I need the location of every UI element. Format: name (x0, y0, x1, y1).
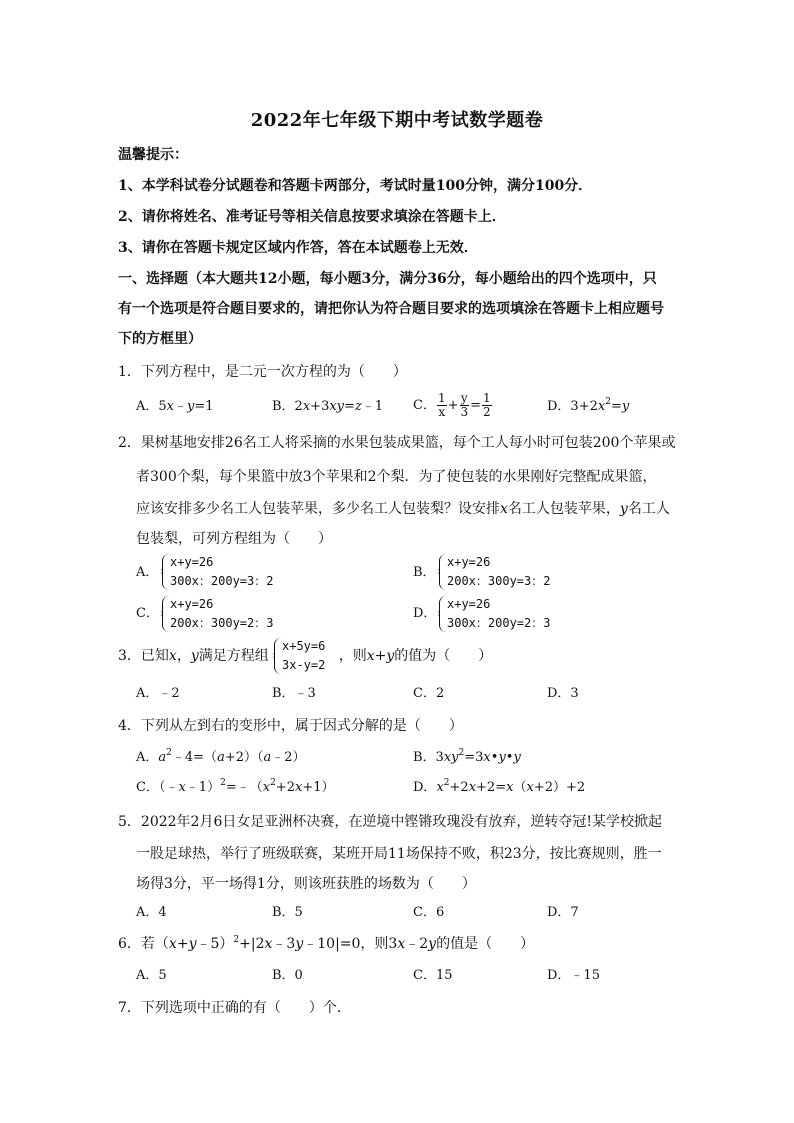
question-6-option-d: D．﹣15 (547, 968, 600, 983)
brace (439, 596, 446, 632)
exam-page: 2022年七年级下期中考试数学题卷 温馨提示： 1、本学科试卷分试题卷和答题卡两部分，考试时量100分钟，满分100分． 2、请你将姓名、准考证号等相关信息按要求填涂在答题卡上． 3、请你在答题卡规定区域内作答，答在本试题卷上无效． 一、选择题（本大题共12小题，每小题3分，满分36分，每小题给出的四个选项中，只 有一个选项是符合题目要求的，请把你认为符合题目要求的选项填涂在答题卡上相应题号 下的方框里） 1．下列方程中，是二元一次方程的为（ ） A．5x﹣y=1 B．2x+3xy=z﹣1 C． $\frac{1}{x}$ + $\frac{y}{3}$ = $\frac{1}{2}$ D．$3+2x^2=y$ 2．果树基地安排26名工人将采摘的水果包装成果篮，每个工人每小时可包装200个苹果或 者300个梨，每个果篮中放3个苹果和2个梨．为了使包装的水果刚好完整配成果篮， 应该安排多少名工人包装苹果，多少名工人包装梨？设安排x名工人包装苹果，y名工人 包装梨，可列方程组为（ ） A． x+y=26 300x：200y=3：2 B． x+y=26 200x：300y=3：2 C． x+y=26 200x：300y=2：3 D． x+y=26 300x：200y=2：3 3．已知x，y满足方程组 ，则x+y的值为（ ） x+5y=6 3x-y=2 A．﹣2 B．﹣3 C．2 D．3 4．下列从左到右的变形中，属于因式分解的是（ ） A．$a^2﹣4=(a+2)(a﹣2)$ B．$3xy^2=3x•y•y$ C．$(﹣x﹣1)^2=﹣(x^2+2x+1)$ D．$x^2+2x+2=x(x+2)+2$ 5．2022年2月6日女足亚洲杯决赛，在逆境中铿锵玫瑰没有放弃，逆转夺冠!某学校掀起 一股足球热，举行了班级联赛，某班开局11场保持不败，积23分，按比赛规则，胜一 场得3分，平一场得1分，则该班获胜的场数为（ ） A．4 B．5 C．6 D．7 6．若（x+y﹣5）$^2$+|2x﹣3y﹣10|=0，则3x﹣2y的值是（ ） A．5 B．0 C．15 D．﹣15 7．下列选项中正确的有（ ）个． (0, 0, 794, 1123)
section-heading-line-2: 有一个选项是符合题目要求的，请把你认为符合题目要求的选项填涂在答题卡上相应题号 (118, 301, 664, 317)
question-6-option-a: A．5 (136, 968, 167, 983)
question-6-option-b: B．0 (272, 968, 303, 983)
question-1-option-c: C． $\frac{1}{x}$ + $\frac{y}{3}$ = $\frac{1}{2}$ (413, 391, 491, 419)
question-2-line-1: 2．果树基地安排26名工人将采摘的水果包装成果篮，每个工人每小时可包装200个苹果或 (118, 435, 676, 451)
question-5-option-b: B．5 (272, 905, 303, 920)
question-1-stem: 1．下列方程中，是二元一次方程的为（ ） (118, 364, 407, 380)
question-4-option-b: B．$3xy^2=3x•y•y$ (413, 748, 521, 765)
question-3-stem: 3．已知x，y满足方程组 ，则x+y的值为（ ） (118, 648, 493, 664)
question-7-stem: 7．下列选项中正确的有（ ）个． (118, 1000, 351, 1016)
page-title: 2022年七年级下期中考试数学题卷 (250, 110, 544, 131)
question-3-option-a: A．﹣2 (136, 686, 180, 701)
tip-item-2: 2、请你将姓名、准考证号等相关信息按要求填涂在答题卡上． (118, 209, 506, 225)
brace (439, 554, 446, 590)
question-5-option-a: A．4 (136, 905, 167, 920)
question-4-option-d: D．$x^2+2x+2=x(x+2)+2$ (413, 778, 586, 795)
question-2-option-a-label: A． (136, 565, 159, 580)
question-5-option-c: C．6 (413, 905, 445, 920)
question-2-line-3: 应该安排多少名工人包装苹果，多少名工人包装梨？设安排x名工人包装苹果，y名工人 (136, 501, 670, 517)
tip-item-1: 1、本学科试卷分试题卷和答题卡两部分，考试时量100分钟，满分100分． (118, 178, 593, 194)
question-6-option-c: C．15 (413, 968, 453, 983)
question-1-option-b: B．2x+3xy=z﹣1 (272, 399, 384, 414)
brace (162, 596, 169, 632)
tips-heading: 温馨提示： (118, 147, 188, 163)
question-4-option-c: C．$(﹣x﹣1)^2=﹣(x^2+2x+1)$ (136, 778, 335, 795)
question-2-option-b-label: B． (413, 565, 436, 580)
question-5-option-d: D．7 (547, 905, 579, 920)
question-3-option-d: D．3 (547, 686, 579, 701)
tip-item-3: 3、请你在答题卡规定区域内作答，答在本试题卷上无效． (118, 240, 478, 256)
question-4-stem: 4．下列从左到右的变形中，属于因式分解的是（ ） (118, 718, 463, 734)
question-4-option-a: A．$a^2﹣4=(a+2)(a﹣2)$ (136, 748, 306, 765)
section-heading-line-1: 一、选择题（本大题共12小题，每小题3分，满分36分，每小题给出的四个选项中，只 (118, 271, 657, 287)
question-1-option-a: A．5x﹣y=1 (136, 399, 214, 414)
section-heading-line-3: 下的方框里） (118, 331, 202, 347)
question-2-option-d-label: D． (413, 606, 437, 621)
fraction: $\frac{1}{2}$ (483, 391, 491, 419)
question-3-option-c: C．2 (413, 686, 445, 701)
brace (274, 638, 281, 674)
question-2-option-c-label: C． (136, 606, 159, 621)
question-3-option-b: B．﹣3 (272, 686, 316, 701)
question-5-line-2: 一股足球热，举行了班级联赛，某班开局11场保持不败，积23分，按比赛规则，胜一 (136, 846, 662, 862)
question-5-line-3: 场得3分，平一场得1分，则该班获胜的场数为（ ） (136, 876, 476, 892)
question-2-line-4: 包装梨，可列方程组为（ ） (136, 531, 332, 547)
fraction: $\frac{y}{3}$ (460, 391, 469, 419)
question-5-line-1: 5．2022年2月6日女足亚洲杯决赛，在逆境中铿锵玫瑰没有放弃，逆转夺冠!某学校掀起 (118, 814, 662, 830)
brace (162, 554, 169, 590)
question-6-stem: 6．若（x+y﹣5）$^2$+|2x﹣3y﹣10|=0，则3x﹣2y的值是（ ） (118, 935, 535, 952)
fraction: $\frac{1}{x}$ (437, 391, 446, 419)
question-1-option-d: D．$3+2x^2=y$ (547, 397, 630, 414)
question-2-line-2: 者300个梨，每个果篮中放3个苹果和2个梨．为了使包装的水果刚好完整配成果篮， (136, 469, 657, 485)
